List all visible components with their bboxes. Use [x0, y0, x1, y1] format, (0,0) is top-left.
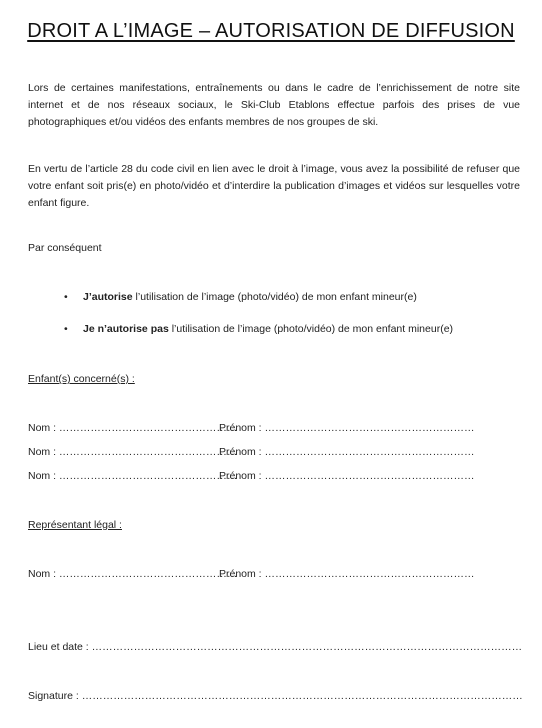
option-refuse[interactable] — [64, 323, 453, 335]
child-2-name-field[interactable]: Nom : …………………………………………… — [28, 446, 238, 458]
signature-field[interactable]: Signature : ……………………………………………………………………………………………………………… — [28, 690, 523, 702]
option-refuse-bold: Je n’autorise pas — [83, 323, 169, 335]
child-3-firstname-field[interactable]: Prénom : …………………………………………………… — [219, 470, 475, 482]
child-2-firstname-field[interactable]: Prénom : …………………………………………………… — [219, 446, 475, 458]
bullet-icon: • — [64, 291, 68, 303]
children-heading: Enfant(s) concerné(s) : — [28, 373, 135, 385]
child-1-firstname-field[interactable]: Prénom : …………………………………………………… — [219, 422, 475, 434]
legal-firstname-field[interactable]: Prénom : …………………………………………………… — [219, 568, 475, 580]
option-authorize[interactable] — [64, 291, 417, 303]
page-title: DROIT A L’IMAGE – AUTORISATION DE DIFFUSION — [27, 20, 515, 42]
option-authorize-text: l’utilisation de l’image (photo/vidéo) de mon enfant mineur(e) — [132, 291, 417, 303]
child-3-name-field[interactable]: Nom : …………………………………………… — [28, 470, 238, 482]
law-paragraph: En vertu de l’article 28 du code civil en lien avec le droit à l’image, vous avez la possibilité de refuser que votre enfant soit pris(e) en photo/vidéo et d’interdire la publication d’images et vidéos sur lesquelles votre enfant figure. — [28, 163, 520, 209]
place-date-field[interactable]: Lieu et date : …………………………………………………………………………………………………………… — [28, 641, 523, 653]
option-authorize-bold: J’autorise — [83, 291, 133, 303]
bullet-icon: • — [64, 323, 68, 335]
legal-name-field[interactable]: Nom : …………………………………………… — [28, 568, 238, 580]
consequently-label: Par conséquent — [28, 242, 102, 254]
legal-representative-heading: Représentant légal : — [28, 519, 122, 531]
option-refuse-text: l’utilisation de l’image (photo/vidéo) de mon enfant mineur(e) — [168, 323, 454, 335]
intro-paragraph: Lors de certaines manifestations, entraînements ou dans le cadre de l’enrichissement de notre site internet et de nos réseaux sociaux, le Ski-Club Etablons effectue parfois des prises de vue photographiques et/ou vidéos des enfants membres de nos groupes de ski. — [28, 82, 520, 128]
child-1-name-field[interactable]: Nom : …………………………………………… — [28, 422, 238, 434]
